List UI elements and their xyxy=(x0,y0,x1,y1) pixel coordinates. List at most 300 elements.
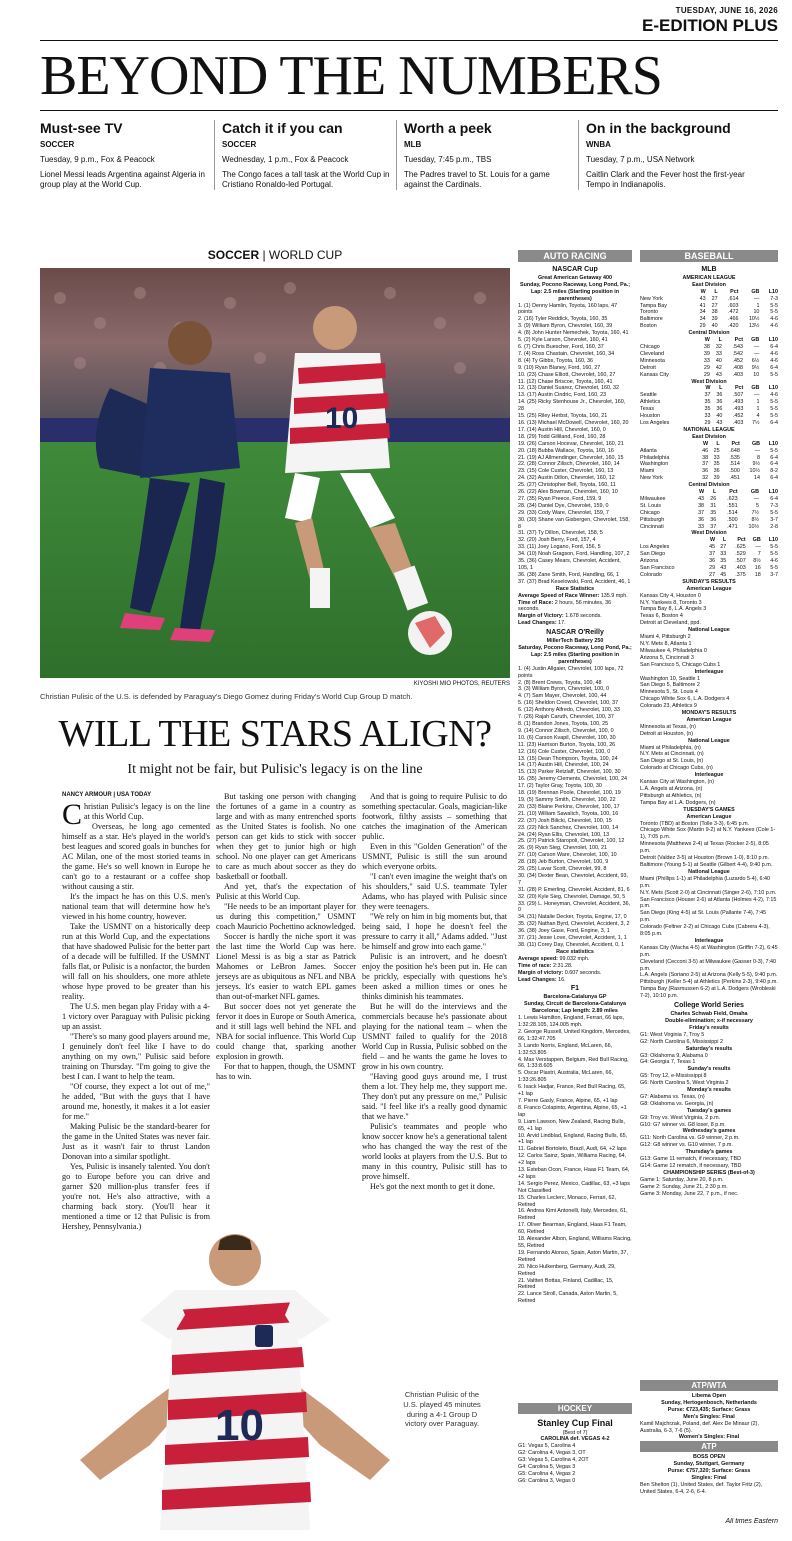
team-header-cell xyxy=(640,489,692,496)
result-line: 36. (38) Joey Gase, Ford, Engine, 3, 1 xyxy=(518,928,610,935)
result-line: Colorado 23, Athletics 9 xyxy=(640,703,697,710)
result-line: G5: Carolina 4, Vegas 2 xyxy=(518,1470,576,1477)
team-header-cell xyxy=(640,385,699,392)
stat-cell: 4-6 xyxy=(770,316,778,323)
tennis-results xyxy=(640,1414,778,1439)
result-line: 1. (1) Denny Hamlin, Toyota, 160 laps, 47 points xyxy=(518,302,618,316)
result-line: 21. (10) William Sawalich, Toyota, 100, 16 xyxy=(518,810,619,817)
team-name: Athletics xyxy=(640,399,661,406)
results-heading: Tuesday's games xyxy=(686,1107,732,1114)
tv-time: Tuesday, 7:45 p.m., TBS xyxy=(404,155,492,164)
result-line: 27. (35) Ryan Preece, Ford, 159, 9 xyxy=(518,495,602,502)
tv-time: Tuesday, 7 p.m., USA Network xyxy=(586,155,695,164)
tennis-event-title: BOSS OPEN xyxy=(692,1454,726,1460)
stat-cell: 5-5 xyxy=(770,565,778,572)
stat-cell: 1 xyxy=(756,302,760,309)
stat-cell: 7½ xyxy=(751,509,760,516)
stat-cell: — xyxy=(753,495,760,502)
drop-cap: C xyxy=(62,798,83,832)
result-line: 10. Arvid Lindblad, England, Racing Bulls, 65, +1 lap xyxy=(518,1132,628,1146)
result-line: 22. (37) Josh Bilicki, Chevrolet, 100, 15 xyxy=(518,817,612,824)
team-header-cell xyxy=(640,289,694,296)
stat-cell: 38 xyxy=(711,309,718,316)
table-row xyxy=(640,544,778,551)
column-header: GB xyxy=(751,288,760,295)
stat-cell: 1 xyxy=(756,399,760,406)
table-row xyxy=(640,420,778,427)
column-header: L xyxy=(718,337,722,344)
result-line: 34. (10) Noah Gragson, Ford, Handling, 107, 2 xyxy=(518,551,630,558)
stat-cell: .648 xyxy=(729,447,740,454)
result-line: Pittsburgh at Athletics, (n) xyxy=(640,792,702,799)
result-line: 33. (11) Joey Logano, Ford, 156, 5 xyxy=(518,544,601,551)
stat-cell: 39 xyxy=(711,316,718,323)
result-line: G12: G8 winner vs. G10 winner, 7 p.m. xyxy=(640,1142,733,1149)
result-line: 20. Nico Hulkenberg, Germany, Audi, 29, Retired xyxy=(518,1263,616,1277)
stat-cell: 5-5 xyxy=(770,509,778,516)
team-name: Miami xyxy=(640,468,655,475)
tv-divider xyxy=(578,120,579,190)
division-heading: West Division xyxy=(691,530,727,537)
team-name: Los Angeles xyxy=(640,419,670,426)
stat-cell: 7-3 xyxy=(770,502,778,509)
al-heading: AMERICAN LEAGUE xyxy=(682,274,736,281)
results-subheading: Interleague xyxy=(694,668,724,675)
story-paragraph: "There's so many good players around me, I genuinely don't feel like I have to do anything on my own," Pulisic said before training on Thursday. "I'm going to give the best I can. I want to help the team. xyxy=(62,1032,210,1082)
result-line: San Francisco (Houser 2-6) at Atlanta (Holmes 4-2), 7:15 p.m. xyxy=(640,896,777,910)
player-cutout-art xyxy=(80,1230,390,1530)
stat-cell: 35 xyxy=(720,558,727,565)
stat-cell: .493 xyxy=(732,399,744,406)
stat-cell: .408 xyxy=(732,364,743,371)
tennis-header: ATP/WTA xyxy=(640,1380,778,1391)
stat-cell: 14 xyxy=(754,475,761,482)
stat-cell: 36 xyxy=(702,468,709,475)
edition-name: E-EDITION PLUS xyxy=(641,16,778,35)
nascar-oreilly-event: MillerTech Battery 250 xyxy=(546,638,604,645)
result-line: 1. (4) Justin Allgaier, Chevrolet, 100 laps, 72 points xyxy=(518,665,624,679)
story-paragraph: "Having good guys around me, I trust them a lot. They help me, they support me. They don't put any pressure on me," Pulisic said. "I feel like it's a really good dynamic that we have." xyxy=(362,1072,507,1121)
stat-cell: 35 xyxy=(704,399,711,406)
stat-cell: 10½ xyxy=(749,468,761,475)
result-line: 14. (25) Ricky Stenhouse Jr., Chevrolet, 160, 28 xyxy=(518,399,626,413)
tv-title: Must-see TV xyxy=(40,120,123,136)
column-header: L xyxy=(719,385,723,392)
result-line: Ben Shelton (1), United States, def. Taylor Fritz (2), United States, 6-4, 2-6, 6-4. xyxy=(640,1481,763,1495)
result-line: 31. (37) Ty Dillon, Chevrolet, 158, 5 xyxy=(518,530,603,537)
story-paragraph: Pulisic's teammates and people who know soccer know he's a generational talent who has changed the way the rest of the world looks at players from the U.S. But to many in this country, Pulisic still has to prove himself. xyxy=(362,1122,507,1181)
table-row xyxy=(640,323,778,330)
stat-cell: 7-3 xyxy=(770,295,778,302)
tennis-event-venue: Sunday, Stuttgart, Germany xyxy=(673,1460,745,1467)
result-line: G1: West Virginia 7, Troy 5 xyxy=(640,1031,705,1038)
tv-divider xyxy=(214,120,215,190)
stat-cell: .452 xyxy=(732,413,744,420)
photo-caption: Christian Pulisic of the U.S. is defended by Paraguay's Diego Gomez during Friday's World Cup Group D match. xyxy=(40,692,413,701)
column-header: GB xyxy=(751,385,760,392)
result-line: G3: Oklahoma 9, Alabama 0 xyxy=(640,1052,708,1059)
result-line: G7: Alabama vs. Texas, (n) xyxy=(640,1093,705,1100)
stat-cell: 36 xyxy=(709,558,716,565)
table-row xyxy=(640,475,778,482)
result-line: 12. (13) Daniel Suarez, Chevrolet, 160, 32 xyxy=(518,385,619,392)
result-line: N.Y. Mets 8, Atlanta 1 xyxy=(640,640,692,647)
column-header: L10 xyxy=(768,337,778,344)
results-subheading: Interleague xyxy=(694,772,724,779)
stat-cell: .551 xyxy=(727,502,738,509)
story-paragraph: "I can't even imagine the weight that's on his shoulders," said U.S. teammate Tyler Adams, who has played with Pulisic since they were teenagers. xyxy=(362,872,507,911)
result-line: 7. Pierre Gasly, France, Alpine, 65, +1 lap xyxy=(518,1097,618,1104)
stat-cell: 3-7 xyxy=(770,571,778,578)
result-line: 15. Charles Leclerc, Monaco, Ferrari, 62, Retired xyxy=(518,1194,616,1208)
tv-time: Tuesday, 9 p.m., Fox & Peacock xyxy=(40,155,155,164)
nascar-oreilly-results xyxy=(518,666,632,949)
nascar-oreilly-venue: Saturday, Pocono Raceway, Long Pond, Pa.; Lap: 2.5 miles (Starting position in parentheses) xyxy=(518,645,632,665)
stat-cell: 37 xyxy=(709,551,716,558)
story-subhead: It might not be fair, but Pulisic's legacy is on the line xyxy=(127,762,423,777)
column-header: Pct xyxy=(730,288,739,295)
team-name: Detroit xyxy=(640,364,656,371)
stat-cell: 6-4 xyxy=(770,495,778,502)
stat-cell: .514 xyxy=(729,461,740,468)
result-line: G2: North Carolina 6, Mississippi 2 xyxy=(640,1038,723,1045)
result-line: Game 3: Monday, June 22, 7 p.m., if nec. xyxy=(640,1190,739,1197)
stat-cell: — xyxy=(753,344,760,351)
result-line: 30. (30) Shane van Gisbergen, Chevrolet, 158, 8 xyxy=(518,516,630,530)
result-line: G1: Vegas 5, Carolina 4 xyxy=(518,1443,576,1450)
result-line: 11. (12) Chase Briscoe, Toyota, 160, 41 xyxy=(518,378,613,385)
result-line: N.Y. Yankees 8, Toronto 3 xyxy=(640,599,702,606)
column-header: L10 xyxy=(768,385,778,392)
section-label xyxy=(40,248,510,262)
team-name: Milwaukee xyxy=(640,495,666,502)
stat-cell: 40 xyxy=(715,357,722,364)
stat-cell: 37 xyxy=(702,461,709,468)
result-line: Chicago White Sox (Martin 9-2) at N.Y. Yankees (Cole 1-1), 7:05 p.m. xyxy=(640,827,776,841)
results-heading: Friday's results xyxy=(689,1024,729,1031)
team-name: San Francisco xyxy=(640,565,675,572)
stat-cell: 45 xyxy=(720,571,727,578)
result-line: 9. (10) Ryan Blaney, Ford, 160, 27 xyxy=(518,364,601,371)
stat-cell: 1 xyxy=(756,406,760,413)
stat-cell: — xyxy=(754,447,761,454)
team-name: Texas xyxy=(640,406,655,413)
race-stat: Margin of victory: 0.607 seconds. xyxy=(518,969,602,976)
table-row xyxy=(640,558,778,565)
column-header: W xyxy=(703,440,709,447)
tv-sport: MLB xyxy=(404,140,422,149)
results-subheading: National League xyxy=(688,627,730,634)
stat-cell: 39 xyxy=(713,475,720,482)
stat-cell: 33 xyxy=(720,551,727,558)
stat-cell: 6-4 xyxy=(770,454,778,461)
column-header: GB xyxy=(750,489,760,496)
stat-cell: 16 xyxy=(754,565,761,572)
result-line: Detroit at Cleveland, ppd. xyxy=(640,620,701,627)
stat-cell: 35 xyxy=(713,461,720,468)
column-header: W xyxy=(704,337,710,344)
story-paragraph: Soccer is hardly the niche sport it was the last time the World Cup was here. Lionel Messi is as big a star as Patrick Mahomes or LeBron James. Soccer jerseys are as ubiquitous as NFL and NBA jerseys. It's easier to watch EPL games than out-of-market NFL games. xyxy=(216,932,356,1001)
team-name: Washington xyxy=(640,461,669,468)
result-line: 14. (17) Austin Hill, Chevrolet, 100, 24 xyxy=(518,762,609,769)
tv-title: Worth a peek xyxy=(404,120,492,136)
story-paragraph: And that is going to require Pulisic to do something spectacular. Goals, magician-like footwork, filthy assists – something that catches the imagination of the American public. xyxy=(362,792,507,841)
story-paragraph: Even in this "Golden Generation" of the USMNT, Pulisic is still the sun around which everyone orbits. xyxy=(362,842,507,871)
table-row xyxy=(640,365,778,372)
result-line: 18. (19) Brennan Poole, Chevrolet, 100, 19 xyxy=(518,790,621,797)
tv-desc: Lionel Messi leads Argentina against Algeria in group play at the World Cup. xyxy=(40,170,205,190)
stat-cell: 27 xyxy=(711,302,718,309)
mlb-results xyxy=(640,579,778,1000)
result-line: Not Classified xyxy=(518,1187,552,1194)
column-header: Pct xyxy=(734,385,744,392)
result-line: 16. (35) Jeremy Clements, Chevrolet, 100, 24 xyxy=(518,776,628,783)
result-line: Detroit at Houston, (n) xyxy=(640,730,694,737)
standings-table xyxy=(640,289,778,330)
stat-cell: 7½ xyxy=(751,419,760,426)
tennis-event-2 xyxy=(640,1454,778,1514)
result-line: Kansas City 4, Houston 0 xyxy=(640,592,701,599)
stat-cell: 10 xyxy=(753,371,760,378)
table-row xyxy=(640,406,778,413)
cws-title: College World Series xyxy=(674,1002,744,1010)
result-line: San Diego (King 4-5) at St. Louis (Pallante 7-4), 7:45 p.m. xyxy=(640,910,767,924)
results-heading: Saturday's results xyxy=(685,1045,733,1052)
stat-cell: 35 xyxy=(710,509,717,516)
result-line: G10: G7 winner vs. G8 loser, 8 p.m. xyxy=(640,1121,726,1128)
stat-cell: 5-5 xyxy=(770,551,778,558)
result-line: 20. (33) Blaine Perkins, Chevrolet, 100, 17 xyxy=(518,803,620,810)
result-line: 26. (22) Alex Bowman, Chevrolet, 160, 10 xyxy=(518,489,618,496)
stat-cell: 38 xyxy=(698,502,705,509)
column-header: Pct xyxy=(737,537,746,544)
stat-cell: 35 xyxy=(704,406,711,413)
result-line: Game 1: Saturday, June 20, 8 p.m. xyxy=(640,1176,724,1183)
result-line: 38. (11) Corey Day, Chevrolet, Accident, 0, 1 xyxy=(518,942,625,948)
story-paragraph: But soccer does not yet generate the fervor it does in Europe or South America, and it still lags well behind the NFL and NBA for social influence. This World Cup could change that, sparking another explosion in growth. xyxy=(216,1002,356,1061)
results-heading: Men's Singles: Final xyxy=(683,1413,735,1420)
results-subheading: American League xyxy=(686,585,732,592)
table-row xyxy=(640,510,778,517)
result-line: G9: Troy vs. West Virginia, 2 p.m. xyxy=(640,1114,721,1121)
hockey-subtitle: (Best of 7) xyxy=(562,1429,588,1436)
results-heading: Women's Singles: Final xyxy=(678,1434,740,1439)
result-line: G5: Troy 12, e-Mississippi 8 xyxy=(640,1073,707,1080)
team-header-cell xyxy=(640,337,698,344)
column-header: GB xyxy=(751,337,760,344)
story-paragraph: For that to happen, though, the USMNT has to win. xyxy=(216,1062,356,1081)
stat-cell: 34 xyxy=(699,309,706,316)
column-header: W xyxy=(710,537,716,544)
hockey-column xyxy=(518,1416,632,1516)
table-row xyxy=(640,524,778,531)
tv-sport: SOCCER xyxy=(222,140,257,149)
story-paragraph: The U.S. men began play Friday with a 4-1 victory over Paraguay with Pulisic picking up an assist. xyxy=(62,1002,210,1032)
result-line: Cleveland (Cecconi 3-5) at Milwaukee (Gasser 0-3), 7:40 p.m. xyxy=(640,958,777,972)
result-line: 31. (28) P. Emerling, Chevrolet, Accident, 81, 6 xyxy=(518,886,630,893)
result-line: 3. (3) William Byron, Chevrolet, 100, 0 xyxy=(518,686,610,693)
column-header: L xyxy=(712,489,717,496)
f1-results xyxy=(518,1015,632,1305)
division-heading: Central Division xyxy=(688,330,730,337)
stat-cell: 31 xyxy=(710,502,717,509)
column-header: L10 xyxy=(768,537,778,544)
hockey-series: CAROLINA def. VEGAS 4-2 xyxy=(540,1436,610,1443)
result-line: 23. (22) Nick Sanchez, Chevrolet, 100, 14 xyxy=(518,824,619,831)
page-title: BEYOND THE NUMBERS xyxy=(40,45,662,107)
result-line: 28. (34) Daniel Dye, Chevrolet, 159, 0 xyxy=(518,502,609,509)
result-line: Minnesota at Texas, (n) xyxy=(640,723,696,730)
story-headline: WILL THE STARS ALIGN? xyxy=(58,713,492,755)
division-heading: West Division xyxy=(691,378,727,385)
result-line: G4: Georgia 7, Texas 1 xyxy=(640,1059,696,1066)
team-name: Chicago xyxy=(640,344,660,351)
stat-cell: 40 xyxy=(711,323,718,330)
stat-cell: 43 xyxy=(698,495,705,502)
result-line: Chicago White Sox 6, L.A. Dodgers 4 xyxy=(640,696,730,703)
stat-cell: 36 xyxy=(698,516,705,523)
stat-cell: .614 xyxy=(728,295,739,302)
stat-cell: .535 xyxy=(729,454,740,461)
hockey-games xyxy=(518,1443,632,1484)
result-line: Minnesota 5, St. Louis 4 xyxy=(640,689,698,696)
stat-cell: 8½ xyxy=(751,516,760,523)
result-line: 2. (16) Tyler Reddick, Toyota, 160, 35 xyxy=(518,316,608,323)
stat-cell: .466 xyxy=(728,316,739,323)
team-name: Atlanta xyxy=(640,447,657,454)
stat-cell: 36 xyxy=(716,392,723,399)
result-line: Colorado (Feltner 2-2) at Chicago Cubs (Cabrera 4-3), 8:05 p.m. xyxy=(640,924,770,938)
result-line: Tampa Bay 8, L.A. Angels 3 xyxy=(640,606,707,613)
stat-cell: 5-5 xyxy=(770,406,778,413)
table-row xyxy=(640,303,778,310)
stat-cell: 32 xyxy=(702,475,709,482)
cutout-caption: Christian Pulisic of the U.S. played 45 minutes during a 4-1 Group D victory over Paraguay. xyxy=(403,1390,481,1429)
results-heading: TUESDAY'S GAMES xyxy=(683,806,735,813)
result-line: Kamil Majchrzak, Poland, def. Alex De Minaur (2), Australia, 6-3, 7-6 (5). xyxy=(640,1420,759,1434)
result-line: 17. (2) Taylor Gray, Toyota, 100, 30 xyxy=(518,783,602,790)
team-name: Toronto xyxy=(640,309,658,316)
result-line: Baltimore (Young 5-1) at Seattle (Gilbert 4-4), 9:40 p.m. xyxy=(640,861,773,868)
result-line: San Diego 5, Baltimore 2 xyxy=(640,682,700,689)
stat-cell: 9½ xyxy=(751,364,760,371)
team-name: Cleveland xyxy=(640,350,664,357)
stat-cell: 5-5 xyxy=(770,302,778,309)
team-name: Baltimore xyxy=(640,316,663,323)
story-paragraph: Overseas, he long ago cemented himself as a star. He's played in the world's best leagues and scored goals in bunches for AC Milan, one of the most storied teams in the game. He's so well known in Europe he can't go to a restaurant or a coffee shop without causing a stir. xyxy=(62,822,210,892)
tennis-event-title: Libema Open xyxy=(691,1393,727,1399)
tv-title: Catch it if you can xyxy=(222,120,343,136)
result-line: 24. (32) Austin Dillon, Chevrolet, 160, 12 xyxy=(518,475,615,482)
column-header: W xyxy=(705,385,711,392)
result-line: Tampa Bay at L.A. Dodgers, (n) xyxy=(640,799,716,806)
results-subheading: National League xyxy=(688,737,730,744)
result-line: Detroit (Valdez 3-5) at Houston (Brown 1-0), 8:10 p.m. xyxy=(640,855,770,862)
result-line: 8. (1) Brandon Jones, Toyota, 100, 25 xyxy=(518,721,609,727)
team-name: Philadelphia xyxy=(640,454,670,461)
tv-desc: Caitlin Clark and the Fever host the first-year Tempo in Indianapolis. xyxy=(586,170,745,190)
stat-cell: 41 xyxy=(699,302,706,309)
column-header: Pct xyxy=(734,337,743,344)
atp-header: ATP xyxy=(640,1441,778,1452)
tv-sport: SOCCER xyxy=(40,140,75,149)
results-heading: Monday's results xyxy=(687,1087,731,1094)
tv-listing-3 xyxy=(404,120,576,191)
stat-cell: 33 xyxy=(704,413,711,420)
auto-racing-column xyxy=(518,264,632,1374)
result-line: 26. (9) Ryan Sieg, Chevrolet, 100, 21 xyxy=(518,845,607,852)
result-line: G3: Vegas 5, Carolina 4, 2OT xyxy=(518,1457,589,1464)
results-heading: CHAMPIONSHIP SERIES (Best-of-3) xyxy=(663,1169,755,1176)
result-line: Pittsburgh (Keller 5-4) at Athletics (Perkins 2-3), 9:40 p.m. xyxy=(640,979,778,986)
results-heading: SUNDAY'S RESULTS xyxy=(682,578,736,585)
table-row xyxy=(640,503,778,510)
f1-venue: Sunday, Circuit de Barcelona-Catalunya Barcelona; Lap length: 2.89 miles xyxy=(523,1001,627,1015)
result-line: 12. (16) Cole Custer, Chevrolet, 100, 0 xyxy=(518,748,611,755)
stat-cell: 8½ xyxy=(753,558,761,565)
stat-cell: 27 xyxy=(711,295,718,302)
result-line: 18. Alexander Albon, England, Williams Racing, 55, Retired xyxy=(518,1236,632,1250)
result-line: 5. (2) Kyle Larson, Chevrolet, 160, 41 xyxy=(518,337,608,344)
stat-cell: 43 xyxy=(716,419,723,426)
race-stat: Average speed: 99.032 mph. xyxy=(518,955,590,962)
stat-cell: .514 xyxy=(727,509,738,516)
stat-cell: .403 xyxy=(732,371,743,378)
column-header: L xyxy=(714,288,718,295)
stat-cell: 43 xyxy=(715,371,722,378)
svg-text:10: 10 xyxy=(215,1401,264,1450)
result-line: 16. (13) Michael McDowell, Chevrolet, 160, 20 xyxy=(518,419,629,426)
result-line: 11. Gabriel Bortoleto, Brazil, Audi, 64, +2 laps xyxy=(518,1146,627,1153)
result-line: Toronto (TBD) at Boston (Tolle 3-3), 6:45 p.m. xyxy=(640,820,750,827)
stat-cell: 8 xyxy=(757,454,761,461)
result-line: G4: Carolina 5, Vegas 3 xyxy=(518,1464,576,1471)
race-stat: Lead Changes: 16. xyxy=(518,976,566,983)
baseball-column xyxy=(640,264,778,1404)
stat-cell: .543 xyxy=(732,344,743,351)
stat-cell: 6-4 xyxy=(770,475,778,482)
stat-cell: 45 xyxy=(709,544,716,551)
stat-cell: 33 xyxy=(715,350,722,357)
stat-cell: .451 xyxy=(729,475,740,482)
cws-venue: Charles Schwab Field, Omaha xyxy=(670,1011,748,1018)
result-line: 7. (4) Ross Chastain, Chevrolet, 160, 34 xyxy=(518,350,615,357)
tv-time: Wednesday, 1 p.m., Fox & Peacock xyxy=(222,155,349,164)
result-line: G8: Oklahoma vs. Georgia, (n) xyxy=(640,1100,714,1107)
team-name: Los Angeles xyxy=(640,544,670,551)
result-line: 34. (31) Natalie Decker, Toyota, Engine, 17, 0 xyxy=(518,914,627,921)
stat-cell: — xyxy=(753,350,760,357)
story-paragraph: Making Pulisic be the standard-bearer for the game in the United States was never fair. Just as it wasn't fair to thrust Landon Donovan into a similar spotlight. xyxy=(62,1122,210,1162)
result-line: 15. (25) Riley Herbst, Toyota, 160, 21 xyxy=(518,413,608,420)
stat-cell: — xyxy=(754,392,760,399)
edition-date: TUESDAY, JUNE 16, 2026 xyxy=(675,6,778,15)
table-row xyxy=(640,392,778,399)
result-line: 19. (5) Sammy Smith, Chevrolet, 100, 22 xyxy=(518,796,616,803)
team-name: Houston xyxy=(640,413,661,420)
team-name: New York xyxy=(640,295,663,302)
result-line: 7. (26) Rajah Caruth, Chevrolet, 100, 37 xyxy=(518,714,614,721)
main-photo-art xyxy=(40,268,510,678)
result-line: 10. (23) Chase Elliott, Chevrolet, 160, 27 xyxy=(518,371,616,378)
stat-cell: .471 xyxy=(727,523,738,530)
result-line: Washington 10, Seattle 1 xyxy=(640,675,701,682)
stat-cell: 5-5 xyxy=(770,447,778,454)
stat-cell: 4 xyxy=(756,413,760,420)
result-line: 29. (33) Cody Ware, Chevrolet, 159, 7 xyxy=(518,509,609,516)
results-heading: Thursday's games xyxy=(685,1149,733,1156)
nl-heading: NATIONAL LEAGUE xyxy=(683,426,735,433)
